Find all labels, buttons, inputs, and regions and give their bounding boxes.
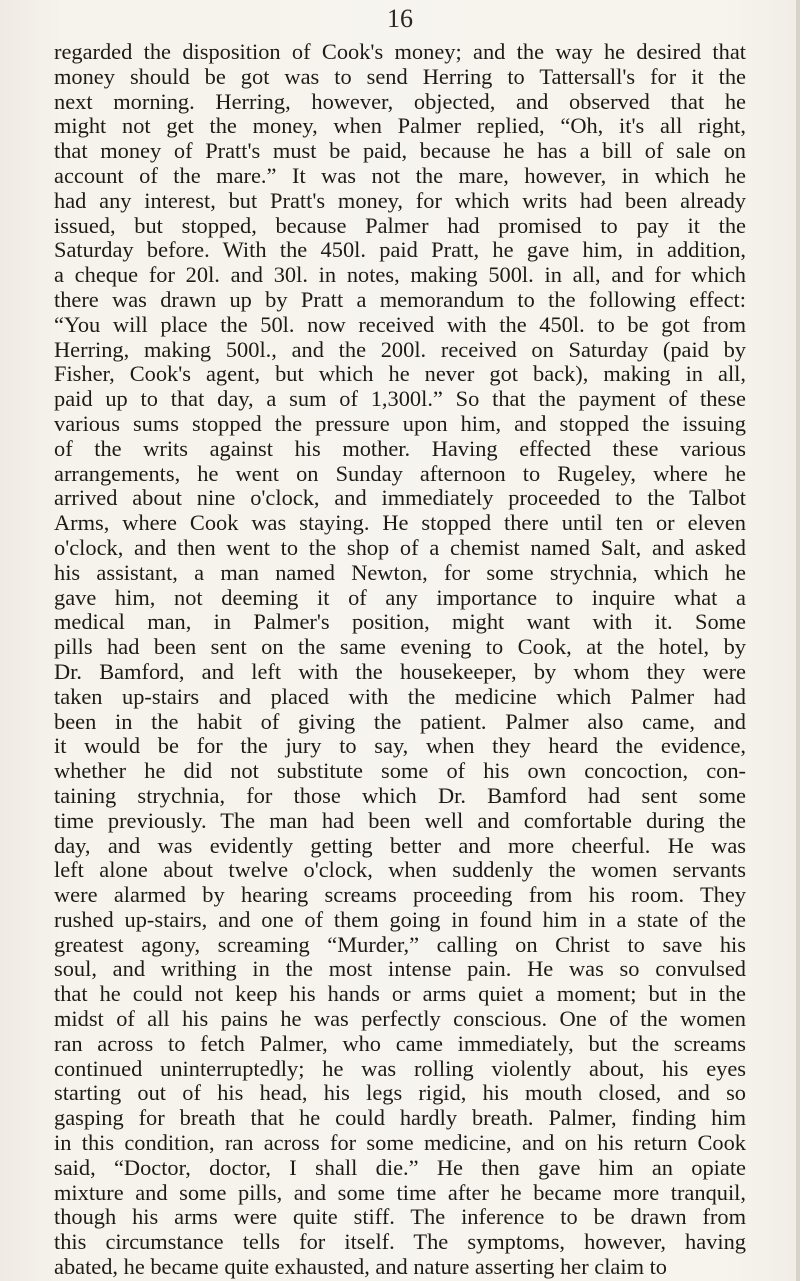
text-line: had any interest, but Pratt's money, for which writs had been already [54,188,746,213]
text-line: mixture and some pills, and some time after he became more tranquil, [54,1180,746,1205]
text-line: might not get the money, when Palmer replied, “Oh, it's all right, [54,114,746,139]
text-line: pills had been sent on the same evening to Cook, at the hotel, by [54,635,746,660]
text-line: medical man, in Palmer's position, might want with it. Some [54,610,746,635]
text-line: midst of all his pains he was perfectly conscious. One of the women [54,1007,746,1032]
text-line: Arms, where Cook was staying. He stopped there until ten or eleven [54,511,746,536]
text-line: issued, but stopped, because Palmer had promised to pay it the [54,213,746,238]
text-line: time previously. The man had been well and comfortable during the [54,808,746,833]
text-line: rushed up-stairs, and one of them going in found him in a state of the [54,907,746,932]
text-line: day, and was evidently getting better and more cheerful. He was [54,833,746,858]
text-line: it would be for the jury to say, when they heard the evidence, [54,734,746,759]
text-line: taken up-stairs and placed with the medicine which Palmer had [54,684,746,709]
text-line: in this condition, ran across for some medicine, and on his return Cook [54,1131,746,1156]
text-line: starting out of his head, his legs rigid, his mouth closed, and so [54,1081,746,1106]
text-line: Dr. Bamford, and left with the housekeeper, by whom they were [54,659,746,684]
text-line: there was drawn up by Pratt a memorandum to the following effect: [54,287,746,312]
text-line: ran across to fetch Palmer, who came immediately, but the screams [54,1031,746,1056]
text-line: that he could not keep his hands or arms quiet a moment; but in the [54,982,746,1007]
text-line: various sums stopped the pressure upon him, and stopped the issuing [54,411,746,436]
text-line: “You will place the 50l. now received with the 450l. to be got from [54,312,746,337]
text-line: continued uninterruptedly; he was rolling violently about, his eyes [54,1056,746,1081]
text-line: whether he did not substitute some of his own concoction, con- [54,759,746,784]
text-line: Herring, making 500l., and the 200l. received on Saturday (paid by [54,337,746,362]
text-line: Saturday before. With the 450l. paid Pratt, he gave him, in addition, [54,238,746,263]
text-line: a cheque for 20l. and 30l. in notes, making 500l. in all, and for which [54,263,746,288]
page-edge [796,0,800,1281]
text-line: his assistant, a man named Newton, for some strychnia, which he [54,560,746,585]
text-line: arrived about nine o'clock, and immediately proceeded to the Talbot [54,486,746,511]
text-line: been in the habit of giving the patient. Palmer also came, and [54,709,746,734]
body-text [54,40,746,1280]
text-line: this circumstance tells for itself. The symptoms, however, having [54,1230,746,1255]
text-line: were alarmed by hearing screams proceeding from his room. They [54,883,746,908]
text-line: said, “Doctor, doctor, I shall die.” He then gave him an opiate [54,1155,746,1180]
text-line: Fisher, Cook's agent, but which he never got back), making in all, [54,362,746,387]
text-line: next morning. Herring, however, objected, and observed that he [54,89,746,114]
text-line: greatest agony, screaming “Murder,” calling on Christ to save his [54,932,746,957]
text-line: money should be got was to send Herring to Tattersall's for it the [54,64,746,89]
text-line: gave him, not deeming it of any importance to inquire what a [54,585,746,610]
text-line: regarded the disposition of Cook's money; and the way he desired that [54,40,746,64]
text-line: o'clock, and then went to the shop of a chemist named Salt, and asked [54,535,746,560]
text-line: abated, he became quite exhausted, and nature asserting her claim to [54,1255,667,1280]
text-line: left alone about twelve o'clock, when suddenly the women servants [54,858,746,883]
text-line: of the writs against his mother. Having effected these various [54,436,746,461]
text-line: soul, and writhing in the most intense pain. He was so convulsed [54,957,746,982]
text-line: that money of Pratt's must be paid, because he has a bill of sale on [54,139,746,164]
text-line: gasping for breath that he could hardly breath. Palmer, finding him [54,1106,746,1131]
text-line: paid up to that day, a sum of 1,300l.” So that the payment of these [54,387,746,412]
text-line: arrangements, he went on Sunday afternoon to Rugeley, where he [54,461,746,486]
text-line: though his arms were quite stiff. The inference to be drawn from [54,1205,746,1230]
text-line: account of the mare.” It was not the mare, however, in which he [54,163,746,188]
page-number: 16 [387,4,413,33]
text-line: taining strychnia, for those which Dr. Bamford had sent some [54,783,746,808]
